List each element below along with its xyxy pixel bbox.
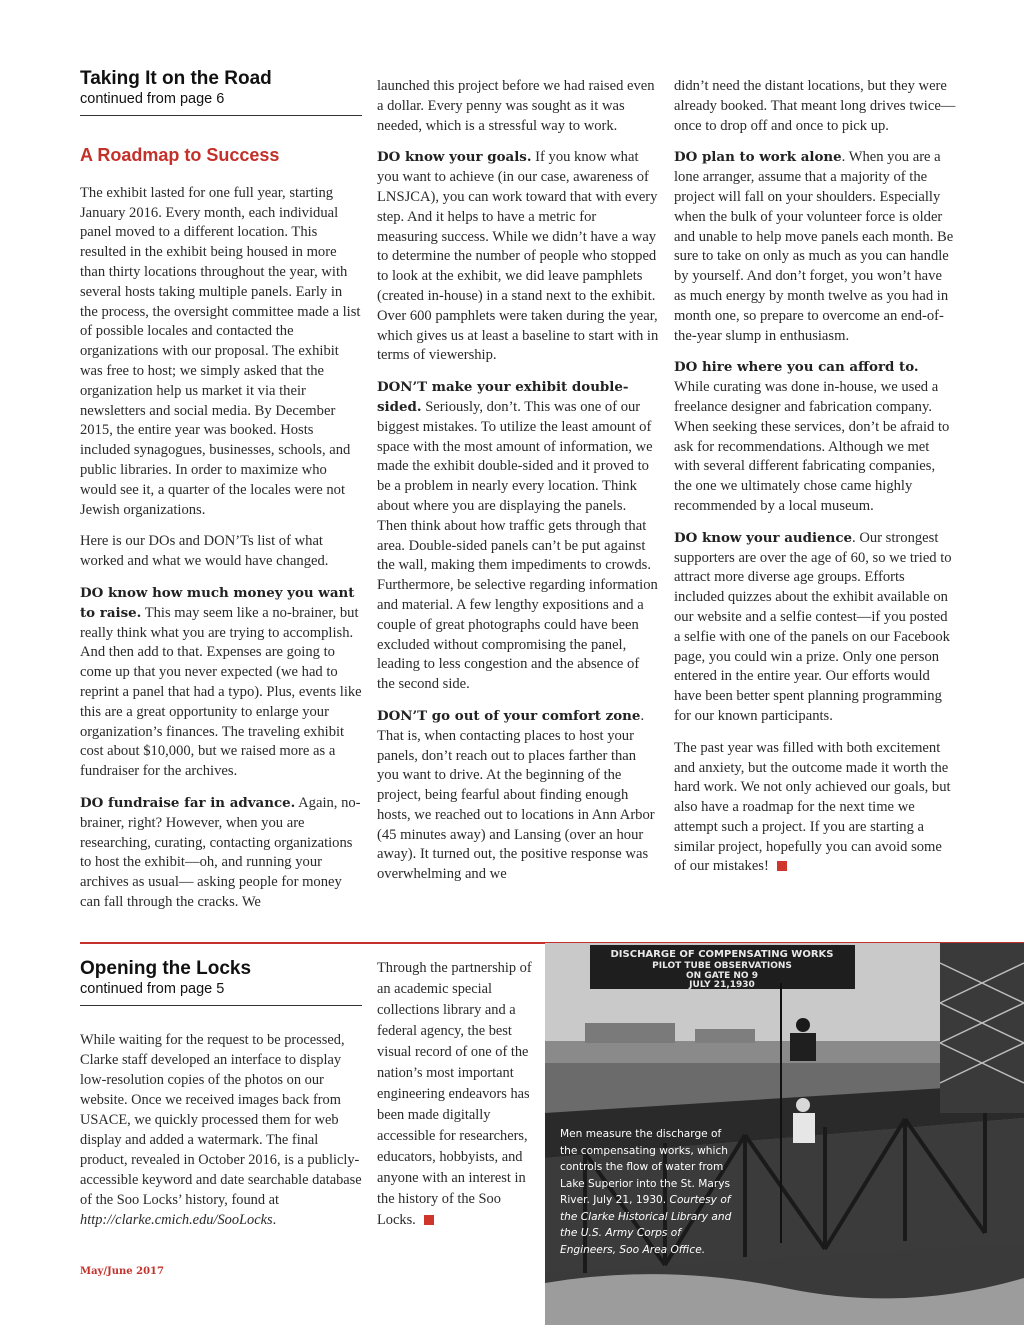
paragraph-body: . That is, when contacting places to host your panels, don’t reach out to places farther than you want to drive. At the beginning of the project, being fearful about finding enough hosts, we reached out to locations in Ann Arbor (45 minutes away) and Lansing (over an hour away). It turned out, the positive response was overwhelming and we — [377, 707, 655, 883]
header-divider — [80, 1005, 362, 1006]
road-column-2 — [377, 77, 659, 885]
article-title: Opening the Locks — [80, 958, 252, 979]
paragraph-body: The past year was filled with both excitement and anxiety, but the outcome made it worth the hard work. We not only achieved our goals, but also have a roadmap for the next time we attempt such a project. If you are starting a similar project, hopefully you can avoid some of our mistakes! — [674, 739, 951, 875]
paragraph-body: Seriously, don’t. This was one of our biggest mistakes. To utilize the least amount of space with the most amount of information, we made the exhibit double-sided and it proved to be a problem in nearly every location. Think about where you are displaying the panels. Then think about how traffic gets through that area. Double-sided panels can’t be put against the wall, making them impediments to crowds. Furthermore, be selective regarding information and material. A few lengthy expositions and a couple of great photographs could have been excluded without compromising the panel, leading to less congestion and the absence of the second side. — [377, 398, 658, 693]
sign-text: DISCHARGE OF COMPENSATING WORKS — [610, 949, 834, 960]
sign-text: PILOT TUBE OBSERVATIONS — [652, 961, 792, 971]
sign-text: JULY 21,1930 — [689, 980, 755, 990]
paragraph — [377, 378, 659, 695]
paragraph-lead: DON’T go out of your comfort zone — [377, 707, 641, 724]
article-continued-label: continued from page 5 — [80, 981, 225, 997]
paragraph — [674, 529, 956, 727]
road-column-3 — [674, 77, 956, 877]
issue-date: May/June 2017 — [80, 1266, 164, 1277]
paragraph-lead: DON’T make your exhibit double-sided. — [377, 379, 629, 415]
paragraph-body: Again, no-brainer, right? However, when you are researching, curating, contacting organizations to host the exhibit—oh, and running your archives as usual— asking people for money can fall through the cracks. We — [80, 794, 361, 910]
paragraph — [674, 739, 956, 878]
paragraph-lead: DO know your audience — [674, 529, 853, 546]
caption-credit: Courtesy of the Clarke Historical Library and the U.S. Army Corps of Engineers, Soo Area Office. — [560, 1194, 732, 1256]
sign-text: ON GATE NO 9 — [686, 971, 758, 981]
photo-caption — [560, 1126, 735, 1258]
paragraph-body: While curating was done in-house, we used a freelance designer and fabrication company. When seeking these services, don’t be afraid to ask for recommendations. Although we met with several different fabricating companies, the one we ultimately chose came highly recommended by a local museum. — [674, 379, 950, 514]
caption-text: Men measure the discharge of the compensating works, which controls the flow of water from Lake Superior into the St. Marys River. July 21, 1930. — [560, 1128, 731, 1206]
paragraph-lead: DO know how much money you want to raise. — [80, 584, 355, 621]
url-link[interactable]: http://clarke.cmich.edu/SooLocks — [80, 1212, 273, 1228]
paragraph-body: This may seem like a no-brainer, but really think what you are trying to accomplish. And then add to that. Expenses are going to come up that you never expected (we had to reprint a panel that had a typo). Plus, events like this are a great opportunity to enlarge your organization’s finances. The traveling exhibit cost about $10,000, but we raised more as a fundraiser for the archives. — [80, 604, 362, 780]
paragraph-body: If you know what you want to achieve (in our case, awareness of LNSJCA), you can work toward that with every step. And it helps to have a metric for measuring success. While we didn’t have a way to determine the number of people who stopped to look at the exhibit, we did leave pamphlets (created in-house) in a stand next to the exhibit. Over 600 pamphlets were taken during the year, which gives us at least a baseline to start with in terms of viewership. — [377, 149, 659, 364]
paragraph: didn’t need the distant locations, but they were already booked. That meant long drives twice—once to drop off and once to pick up. — [674, 78, 956, 134]
locks-column-1 — [80, 1030, 362, 1230]
paragraph-lead: DO fundraise far in advance. — [80, 794, 296, 811]
end-mark-icon — [777, 861, 787, 871]
paragraph — [674, 148, 956, 346]
article-header-locks — [80, 958, 362, 998]
end-mark-icon — [424, 1215, 434, 1225]
paragraph-lead: DO know your goals. — [377, 149, 532, 166]
paragraph-body: . When you are a lone arranger, assume that a majority of the project will fall on your shoulders. Especially when the bulk of your volunteer force is older and unable to help move panels each month. Be sure to take on only as much as you can handle by yourself. And don’t forget, you won’t have as much energy by month twelve as you had in month one, so prepare to overcome an end-of-the-year slump in enthusiasm. — [674, 149, 954, 344]
paragraph — [377, 958, 537, 1231]
paragraph-lead: DO hire where you can afford to. — [674, 359, 919, 376]
paragraph-lead: DO plan to work alone — [674, 149, 842, 166]
paragraph-body: . Our strongest supporters are over the age of 60, so we tried to attract more diverse age groups. Efforts included quizzes about the exhibit available on our website and a selfie contest—if you posted a selfie with one of the panels on our Facebook page, you could win a prize. Only one person entered in the entire year. Our efforts would have been better spent planning programming for our known participants. — [674, 529, 952, 724]
article-header-road — [80, 68, 362, 108]
paragraph — [674, 358, 956, 516]
article-continued-label: continued from page 6 — [80, 91, 225, 107]
paragraph: launched this project before we had raised even a dollar. Every penny was sought as it was needed, which is a stressful way to work. — [377, 78, 655, 134]
road-column-1 — [80, 146, 362, 913]
paragraph — [377, 707, 659, 885]
paragraph: The exhibit lasted for one full year, starting January 2016. Every month, each individual panel moved to a different location. This resulted in the exhibit being housed in more than thirty locations throughout the year, with several hosts taking multiple panels. Early in the process, the oversight committee made a list of possible locales and contacted the organizations with our proposal. The exhibit was free to host; we simply asked that the organization help us market it via their newsletters and social media. By December 2015, the entire year was booked. Hosts included synagogues, businesses, schools, and public libraries. In order to maximize who would see it, a quarter of the locales were not Jewish organizations. — [80, 184, 361, 518]
paragraph-body: Through the partnership of an academic special collections library and a federal agency, the best visual record of one of the nation’s most important engineering endeavors has been made digitally accessible for researchers, educators, hobbyists, and anyone with an interest in the history of the Soo Locks. — [377, 960, 532, 1228]
paragraph-end: . — [272, 1212, 277, 1228]
header-divider — [80, 115, 362, 116]
paragraph — [80, 794, 362, 913]
paragraph — [377, 148, 659, 366]
section-heading: A Roadmap to Success — [80, 145, 280, 165]
locks-column-2 — [377, 958, 537, 1231]
article-title: Taking It on the Road — [80, 68, 272, 89]
paragraph — [80, 1030, 362, 1230]
paragraph: Here is our DOs and DON’Ts list of what worked and what we would have changed. — [80, 533, 329, 570]
paragraph — [80, 584, 362, 782]
paragraph-body: While waiting for the request to be processed, Clarke staff developed an interface to display low-resolution copies of the photos on our website. Once we received images back from USACE, we quickly processed them for web display and added a watermark. The final product, revealed in October 2016, is a publicly-accessible keyword and date searchable database of the Soo Locks’ history, found at — [80, 1032, 362, 1208]
